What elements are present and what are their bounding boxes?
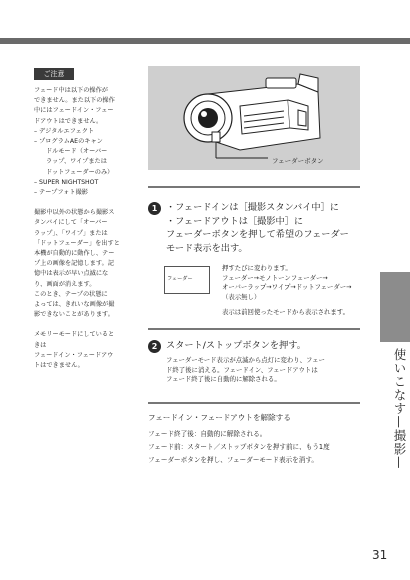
note-line: きは	[34, 341, 47, 349]
step1-line: ・フェードインは［撮影スタンバイ中］に	[166, 202, 339, 213]
top-rule	[0, 38, 410, 44]
notes-column	[34, 86, 134, 371]
release-line: フェーダーボタンを押し、フェーダーモード表示を消す。	[148, 455, 318, 464]
note-line: よっては、きれいな画像が撮	[34, 301, 115, 309]
note-bullet: – デジタルエフェクト	[34, 127, 95, 135]
note-line: 憶中は表示が早い点滅にな	[34, 270, 109, 278]
note-line: トはできません。	[34, 362, 84, 370]
step2-title: スタート/ストップボタンを押す。	[166, 340, 306, 351]
camcorder-icon	[148, 66, 360, 170]
note-line: り、画面が消えます。	[34, 280, 96, 288]
section-divider	[148, 328, 360, 330]
note-line: 影できないことがあります。	[34, 311, 114, 319]
note-line: 中にはフェードイン・フェー	[34, 107, 114, 115]
note-line: プ上の画像を記憶します。記	[34, 260, 114, 268]
page-number: 31	[372, 548, 388, 562]
step1-detail: （表示無し）	[222, 292, 261, 301]
step2-line: フェーダーモード表示が点滅から点灯に変わり、フェー	[166, 356, 325, 364]
step2-line: ド終了後に消える。フェードイン、フェードアウトは	[166, 365, 318, 374]
camcorder-illustration	[148, 66, 360, 170]
note-bullet: – SUPER NIGHTSHOT	[34, 178, 99, 186]
step1-text	[166, 201, 366, 255]
step1-detail: フェーダー→モノトーンフェーダー→	[222, 273, 328, 282]
note-line: このとき、テープの状態に	[34, 290, 108, 298]
step2-number: 2	[148, 340, 161, 353]
step2-body	[166, 356, 371, 385]
step1-line: モード表示を出す。	[166, 242, 248, 254]
step1-detail: 押すたびに変わります。	[222, 264, 292, 272]
fader-button-label: フェーダーボタン	[272, 157, 324, 165]
release-body	[148, 428, 368, 466]
note-line: 本機が自動的に動作し、テー	[34, 250, 115, 258]
step1-note: 表示は前回使ったモードから表示されます。	[222, 308, 350, 316]
note-line: フェードイン・フェードアウ	[34, 351, 114, 359]
step1-number: 1	[148, 202, 161, 215]
note-bullet: – テープフォト撮影	[34, 189, 88, 197]
note-bullet: – プログラムAEのキャン	[34, 138, 103, 146]
note-bullet-cont: ラップ、ワイプまたは	[46, 158, 107, 166]
section-divider	[148, 186, 360, 188]
fader-display-label: フェーダー	[167, 276, 193, 282]
step1-line: ・フェードアウトは［撮影中］に	[166, 215, 304, 227]
release-line: フェード前：スタート／ストップボタンを押す前に、もう1度	[148, 442, 330, 451]
note-line: 撮影中以外の状態から撮影ス	[34, 209, 115, 217]
notes-badge: ご注意	[34, 68, 74, 80]
note-line: できません。また以下の操作	[34, 97, 115, 105]
chapter-title: 使いこなす—撮影—	[392, 348, 407, 470]
step1-line: フェーダーボタンを押して希望のフェーダー	[166, 229, 349, 240]
step1-detail: オーバーラップ→ワイプ→ドットフェーダー→	[222, 283, 352, 292]
note-line: フェード中は以下の操作が	[34, 87, 108, 94]
note-line: ラップ」、「ワイプ」または	[34, 229, 108, 237]
note-bullet-cont: ドットフェーダーのみ）	[46, 168, 114, 176]
note-line: メモリーモードにしていると	[34, 331, 115, 339]
release-title: フェードイン・フェードアウトを解除する	[148, 413, 291, 422]
note-line: タンバイにして「オーバー	[34, 219, 108, 227]
fader-display-box	[164, 266, 210, 294]
note-line: 「ドットフェーダー」を出すと	[34, 239, 120, 247]
release-line: フェード終了後：自動的に解除される。	[148, 430, 267, 438]
step1-details	[222, 264, 372, 302]
chapter-tab	[380, 272, 410, 342]
note-line: ドアウトはできません。	[34, 117, 103, 125]
step2-line: フェード終了後に自動的に解除される。	[166, 375, 281, 384]
note-bullet-cont: ドルモード（オーバー	[46, 148, 108, 156]
section-divider	[148, 402, 360, 404]
